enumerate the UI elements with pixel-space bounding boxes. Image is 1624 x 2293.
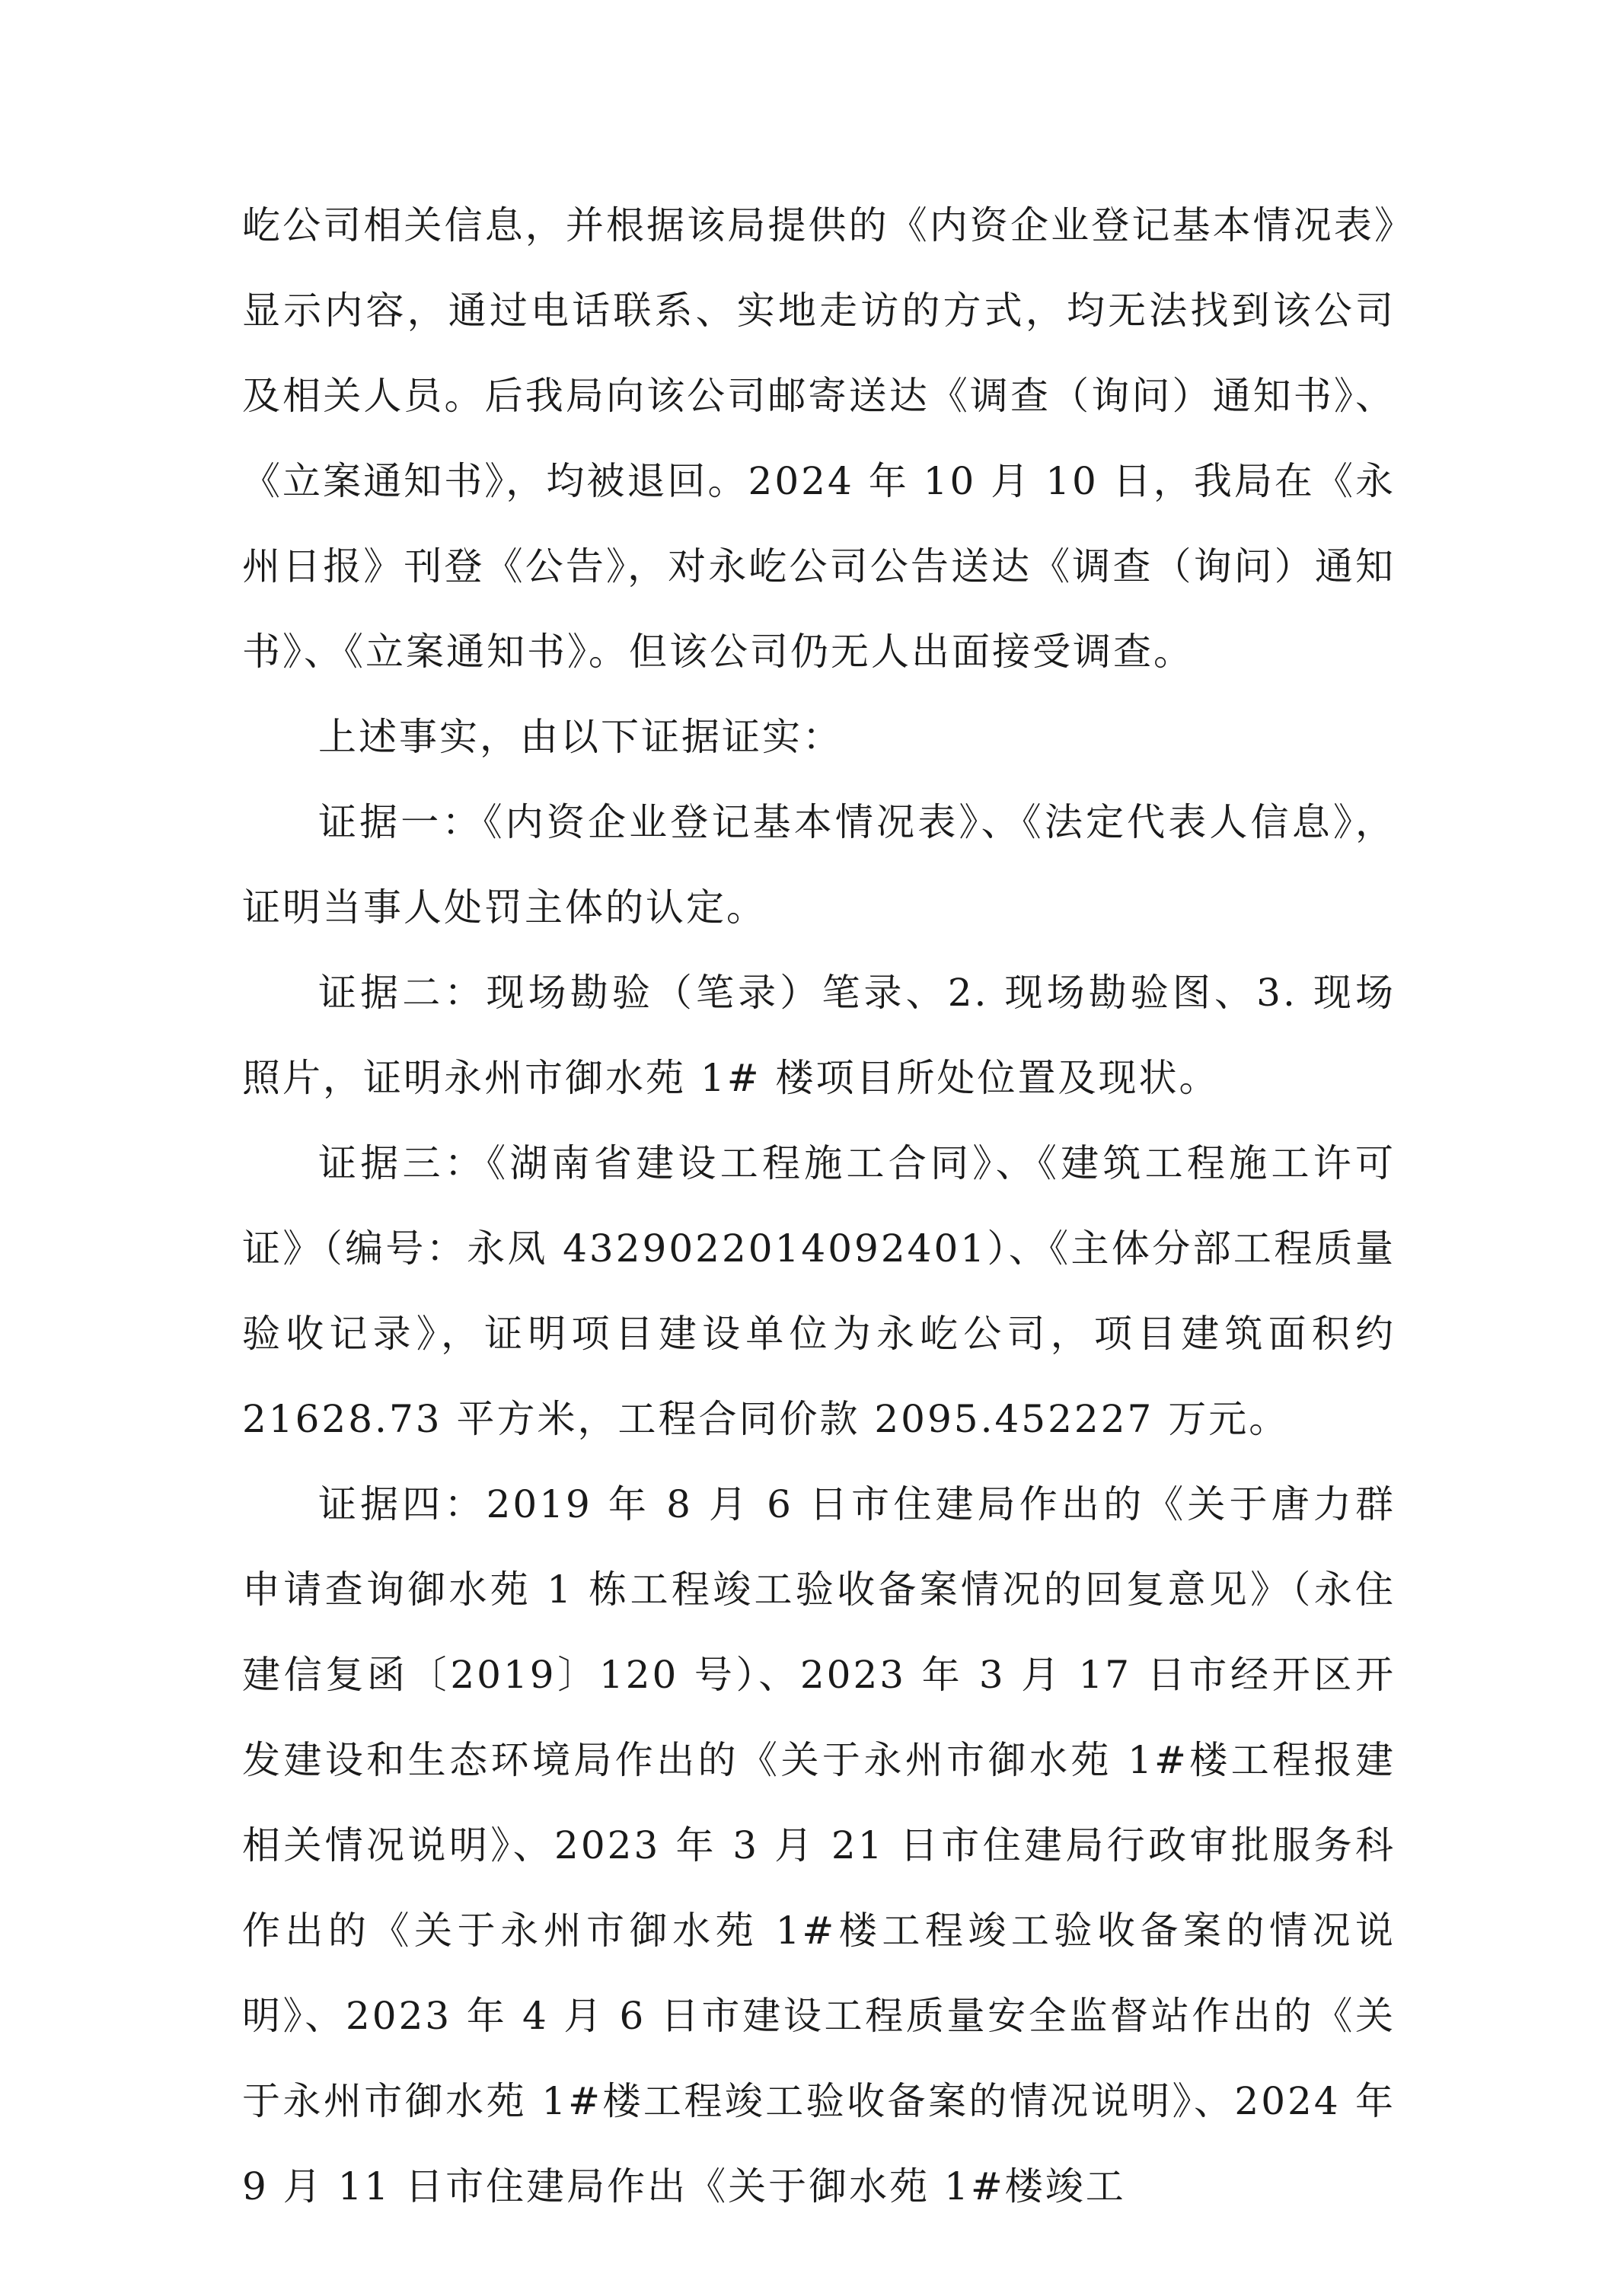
paragraph-evidence-1: 证据一：《内资企业登记基本情况表》、《法定代表人信息》，证明当事人处罚主体的认定。 — [242, 800, 1396, 930]
paragraph-evidence-4: 证据四：2019 年 8 月 6 日市住建局作出的《关于唐力群申请查询御水苑 1 栋工程竣工验收备案情况的回复意见》（永住建信复函〔2019〕120 号）、2023 年 3 月 17 日市经开区开发建设和生态环境局作出的《关于永州市御水苑 1#楼工程报建相关情况说明》、2023 年 3 月 21 日市住建局行政审批服务科作出的《关于永州市御水苑 1#楼工程竣工验收备案的情况说明》、2023 年 4 月 6 日市建设工程质量安全监督站作出的《关于永州市御水苑 1#楼工程竣工验收备案的情况说明》、2024 年 9 月 11 日市住建局作出《关于御水苑 1#楼竣工 — [242, 1482, 1396, 2208]
paragraph-evidence-2: 证据二：现场勘验（笔录）笔录、2. 现场勘验图、3. 现场照片，证明永州市御水苑 1# 楼项目所处位置及现状。 — [242, 971, 1396, 1100]
paragraph-continuation: 屹公司相关信息，并根据该局提供的《内资企业登记基本情况表》显示内容，通过电话联系、实地走访的方式，均无法找到该公司及相关人员。后我局向该公司邮寄送达《调查（询问）通知书》、《立案通知书》，均被退回。2024 年 10 月 10 日，我局在《永州日报》刊登《公告》，对永屹公司公告送达《调查（询问）通知书》、《立案通知书》。但该公司仍无人出面接受调查。 — [242, 203, 1396, 674]
paragraph-facts-intro: 上述事实，由以下证据证实： — [318, 715, 843, 759]
paragraph-evidence-3: 证据三：《湖南省建设工程施工合同》、《建筑工程施工许可证》（编号：永凤 4329022014092401）、《主体分部工程质量验收记录》，证明项目建设单位为永屹公司，项目建筑面积约 21628.73 平方米，工程合同价款 2095.452227 万元。 — [242, 1141, 1396, 1441]
